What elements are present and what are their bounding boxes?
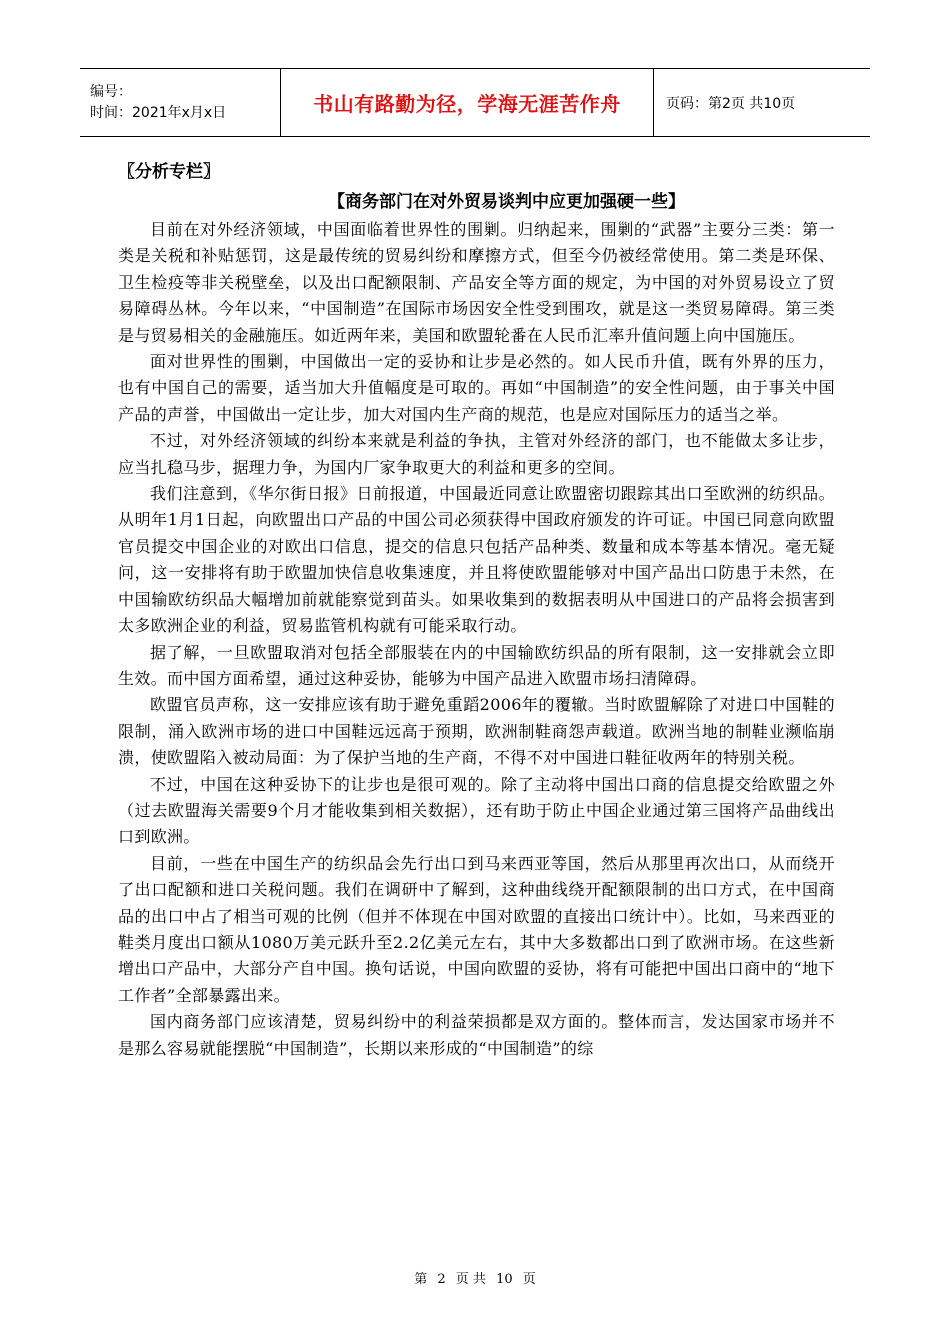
header-page-cell xyxy=(654,69,871,137)
header-motto: 书山有路勤为径，学海无涯苦作舟 xyxy=(313,92,621,116)
paragraph: 据了解，一旦欧盟取消对包括全部服装在内的中国输欧纺织品的所有限制，这一安排就会立即生效。而中国方面希望，通过这种妥协，能够为中国产品进入欧盟市场扫清障碍。 xyxy=(118,642,835,688)
paragraph: 我们注意到，《华尔街日报》日前报道，中国最近同意让欧盟密切跟踪其出口至欧洲的纺织品。从明年1月1日起，向欧盟出口产品的中国公司必须获得中国政府颁发的许可证。中国已同意向欧盟官员提交中国企业的对欧出口信息，提交的信息只包括产品种类、数量和成本等基本情况。毫无疑问，这一安排将有助于欧盟加快信息收集速度，并且将使欧盟能够对中国产品出口防患于未然，在中国输欧纺织品大幅增加前就能察觉到苗头。如果收集到的数据表明从中国进口的产品将会损害到太多欧洲企业的利益，贸易监管机构就有可能采取行动。 xyxy=(118,484,835,636)
paragraph: 目前，一些在中国生产的纺织品会先行出口到马来西亚等国，然后从那里再次出口，从而绕开了出口配额和进口关税问题。我们在调研中了解到，这种曲线绕开配额限制的出口方式，在中国商品的出口中占了相当可观的比例（但并不体现在中国对欧盟的直接出口统计中）。比如，马来西亚的鞋类月度出口额从1080万美元跃升至2.2亿美元左右，其中大多数都出口到了欧洲市场。在这些新增出口产品中，大部分产自中国。换句话说，中国向欧盟的妥协，将有可能把中国出口商中的“地下工作者”全部暴露出来。 xyxy=(118,853,835,1005)
document-number-label: 编号： xyxy=(90,83,132,100)
document-body xyxy=(118,157,835,1062)
footer-middle: 页 共 xyxy=(455,1272,486,1287)
paragraph: 欧盟官员声称，这一安排应该有助于避免重蹈2006年的覆辙。当时欧盟解除了对进口中国鞋的限制，涌入欧洲市场的进口中国鞋远远高于预期，欧洲制鞋商怨声载道。欧洲当地的制鞋业濒临崩溃，使欧盟陷入被动局面：为了保护当地的生产商，不得不对中国进口鞋征收两年的特别关税。 xyxy=(118,695,835,768)
paragraph: 不过，对外经济领域的纠纷本来就是利益的争执，主管对外经济的部门，也不能做太多让步，应当扎稳马步，据理力争，为国内厂家争取更大的利益和更多的空间。 xyxy=(118,431,835,477)
footer-suffix: 页 xyxy=(522,1272,536,1287)
header-meta-cell xyxy=(80,69,281,137)
paragraph: 目前在对外经济领域，中国面临着世界性的围剿。归纳起来，围剿的“武器”主要分三类：第一类是关税和补贴惩罚，这是最传统的贸易纠纷和摩擦方式，但至今仍被经常使用。第二类是环保、卫生检疫等非关税壁垒，以及出口配额限制、产品安全等方面的规定，为中国的对外贸易设立了贸易障碍丛林。今年以来，“中国制造”在国际市场因安全性受到围攻，就是这一类贸易障碍。第三类是与贸易相关的金融施压。如近两年来，美国和欧盟轮番在人民币汇率升值问题上向中国施压。 xyxy=(118,220,835,345)
paragraph: 国内商务部门应该清楚，贸易纠纷中的利益荣损都是双方面的。整体而言，发达国家市场并不是那么容易就能摆脱“中国制造”，长期以来形成的“中国制造”的综 xyxy=(118,1012,835,1058)
page-footer xyxy=(0,1268,950,1287)
document-date-label: 时间：2021年x月x日 xyxy=(90,104,227,121)
article-title: 【商务部门在对外贸易谈判中应更加强硬一些】 xyxy=(328,192,685,212)
footer-prefix: 第 xyxy=(414,1272,428,1287)
paragraph: 不过，中国在这种妥协下的让步也是很可观的。除了主动将中国出口商的信息提交给欧盟之外（过去欧盟海关需要9个月才能收集到相关数据），还有助于防止中国企业通过第三国将产品曲线出口到欧洲。 xyxy=(118,774,835,847)
header-page-info: 页码：第2页 共10页 xyxy=(666,95,796,112)
header-motto-cell xyxy=(281,69,654,137)
section-tag: 〖分析专栏〗 xyxy=(118,162,220,182)
page-header xyxy=(80,68,870,137)
footer-current-page: 2 xyxy=(437,1272,446,1287)
footer-total-pages: 10 xyxy=(496,1272,513,1287)
paragraph: 面对世界性的围剿，中国做出一定的妥协和让步是必然的。如人民币升值，既有外界的压力，也有中国自己的需要，适当加大升值幅度是可取的。再如“中国制造”的安全性问题，由于事关中国产品的声誉，中国做出一定让步，加大对国内生产商的规范，也是应对国际压力的适当之举。 xyxy=(118,352,835,424)
